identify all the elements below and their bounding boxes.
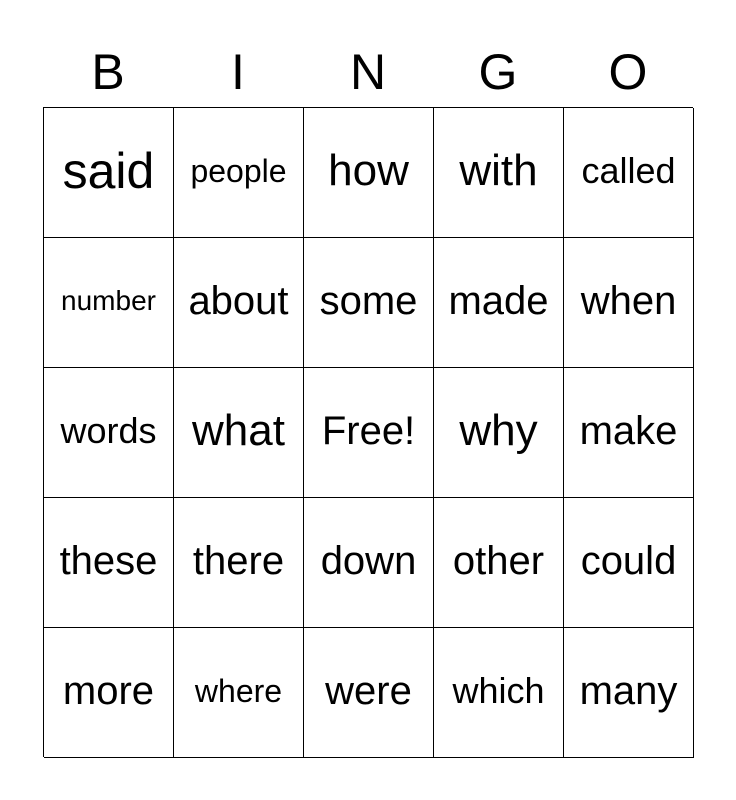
- free-space: Free!: [304, 368, 434, 498]
- bingo-cell[interactable]: some: [304, 238, 434, 368]
- bingo-cell[interactable]: how: [304, 108, 434, 238]
- header-letter-b: B: [91, 44, 125, 100]
- bingo-cell[interactable]: were: [304, 628, 434, 758]
- bingo-cell[interactable]: other: [434, 498, 564, 628]
- bingo-cell[interactable]: down: [304, 498, 434, 628]
- bingo-cell[interactable]: what: [174, 368, 304, 498]
- bingo-cell[interactable]: could: [564, 498, 694, 628]
- bingo-cell[interactable]: people: [174, 108, 304, 238]
- bingo-cell[interactable]: there: [174, 498, 304, 628]
- bingo-cell[interactable]: called: [564, 108, 694, 238]
- header-letter-g: G: [478, 44, 518, 100]
- bingo-cell[interactable]: about: [174, 238, 304, 368]
- bingo-header: [43, 40, 693, 104]
- bingo-cell[interactable]: where: [174, 628, 304, 758]
- bingo-grid: [43, 107, 693, 757]
- bingo-cell[interactable]: words: [44, 368, 174, 498]
- header-letter-o: O: [608, 44, 648, 100]
- header-letter-n: N: [349, 44, 387, 100]
- bingo-cell[interactable]: more: [44, 628, 174, 758]
- bingo-cell[interactable]: said: [44, 108, 174, 238]
- bingo-cell[interactable]: these: [44, 498, 174, 628]
- bingo-cell[interactable]: with: [434, 108, 564, 238]
- bingo-cell[interactable]: when: [564, 238, 694, 368]
- bingo-cell[interactable]: made: [434, 238, 564, 368]
- bingo-cell[interactable]: why: [434, 368, 564, 498]
- bingo-cell[interactable]: number: [44, 238, 174, 368]
- header-letter-i: I: [231, 44, 245, 100]
- bingo-cell[interactable]: many: [564, 628, 694, 758]
- bingo-cell[interactable]: make: [564, 368, 694, 498]
- bingo-cell[interactable]: which: [434, 628, 564, 758]
